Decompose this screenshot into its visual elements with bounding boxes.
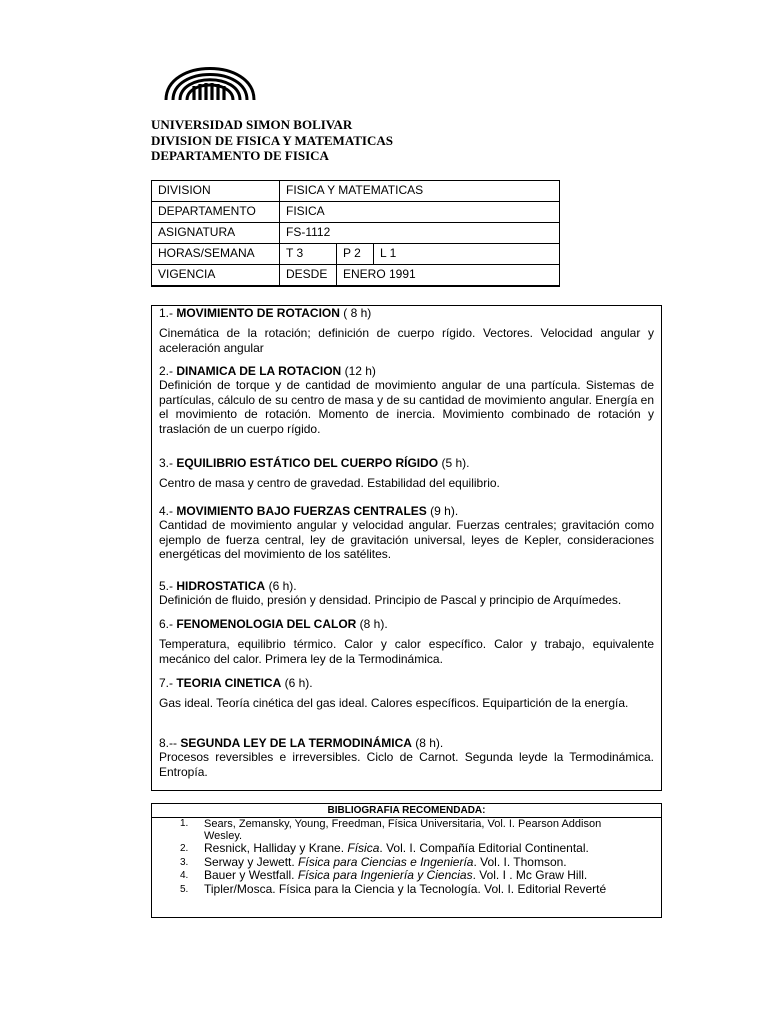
table-cell: L 1 (374, 244, 560, 265)
syllabus-section (159, 504, 654, 562)
section-body: Temperatura, equilibrio térmico. Calor y calor específico. Calor y trabajo, equivalente mecánico del calor. Primera ley de la Termodinámica. (159, 637, 654, 666)
item-text: . Vol. I . Mc Graw Hill. (472, 868, 588, 882)
item-text: Resnick, Halliday y Krane. (204, 841, 348, 855)
table-cell: DESDE (280, 265, 337, 286)
institution-header (151, 117, 393, 164)
section-heading (159, 736, 654, 750)
table-cell: DEPARTAMENTO (152, 202, 280, 223)
list-item (152, 869, 661, 883)
division-name: DIVISION DE FISICA Y MATEMATICAS (151, 132, 393, 148)
section-title: EQUILIBRIO ESTÁTICO DEL CUERPO RÍGIDO (176, 456, 439, 470)
table-cell: ENERO 1991 (337, 265, 560, 286)
item-text: Serway y Jewett. (204, 854, 299, 869)
table-row (152, 265, 560, 286)
section-heading (159, 364, 654, 378)
table-row (152, 202, 560, 223)
item-number: 3. (180, 856, 189, 868)
section-body: Gas ideal. Teoría cinética del gas ideal. Calores específicos. Equipartición de la energía. (159, 696, 629, 710)
section-title: DINAMICA DE LA ROTACION (176, 364, 342, 378)
item-text: Tipler/Mosca. Física para la Ciencia y la Tecnología. Vol. I. Editorial Reverté (204, 881, 607, 896)
item-text: . Vol. I. Compañía Editorial Continental. (379, 841, 589, 855)
university-logo-icon (160, 44, 260, 104)
section-heading (159, 504, 654, 518)
item-number: 4. (180, 870, 189, 881)
section-hours: (8 h). (411, 736, 444, 750)
section-hours: (6 h). (281, 676, 313, 690)
section-hours: (9 h). (426, 504, 459, 518)
syllabus-section (159, 579, 654, 608)
table-cell: VIGENCIA (152, 265, 280, 286)
section-number: 4.- (159, 504, 177, 518)
table-cell: ASIGNATURA (152, 223, 280, 244)
university-name: UNIVERSIDAD SIMON BOLIVAR (151, 117, 353, 132)
syllabus-box (151, 305, 662, 791)
section-hours: (12 h) (341, 364, 376, 378)
section-body: Procesos reversibles e irreversibles. Ciclo de Carnot. Segunda leyde la Termodinámica. Entropía. (159, 750, 654, 779)
table-cell: P 2 (337, 244, 374, 265)
list-item (152, 883, 661, 897)
table-cell: T 3 (280, 244, 337, 265)
section-title: MOVIMIENTO DE ROTACION (176, 306, 340, 320)
item-text: . Vol. I. Thomson. (473, 854, 567, 869)
section-heading (159, 306, 654, 320)
table-cell: FS-1112 (280, 223, 560, 244)
syllabus-section (159, 736, 654, 779)
department-name: DEPARTAMENTO DE FISICA (151, 148, 329, 163)
section-number: 1.- (159, 306, 177, 320)
table-cell: FISICA (280, 202, 560, 223)
bibliography-title: BIBLIOGRAFIA RECOMENDADA: (152, 804, 661, 818)
section-hours: (5 h). (438, 456, 470, 470)
table-row (152, 181, 560, 202)
table-row (152, 244, 560, 265)
syllabus-section (159, 456, 654, 491)
section-heading (159, 617, 654, 631)
section-body: Cantidad de movimiento angular y velocidad angular. Fuerzas centrales; gravitación como ejemplo de fuerza central, ley de gravitación universal, leyes de Kepler, consideraciones energéticas del movimiento de los satélites. (159, 518, 654, 561)
section-number: 2.- (159, 364, 177, 378)
bibliography-list (152, 818, 661, 896)
table-row (152, 223, 560, 244)
table-cell: HORAS/SEMANA (152, 244, 280, 265)
item-title: Física para Ciencias e Ingeniería (298, 854, 474, 869)
item-title: Física (347, 841, 380, 855)
table-cell: DIVISION (152, 181, 280, 202)
section-number: 6.- (159, 617, 177, 631)
section-heading (159, 579, 654, 593)
syllabus-section (159, 676, 654, 711)
syllabus-section (159, 364, 654, 436)
syllabus-section (159, 306, 654, 355)
section-hours: ( 8 h) (339, 306, 372, 320)
list-item (152, 818, 661, 842)
section-body: Centro de masa y centro de gravedad. Estabilidad del equilibrio. (159, 476, 500, 490)
section-body: Definición de fluido, presión y densidad. Principio de Pascal y principio de Arquímedes. (159, 593, 622, 607)
section-hours: (6 h). (265, 579, 297, 593)
section-body: Cinemática de la rotación; definición de cuerpo rígido. Vectores. Velocidad angular y aceleración angular (159, 326, 654, 355)
section-hours: (8 h). (356, 617, 388, 631)
section-number: 3.- (159, 456, 177, 470)
item-text: Sears, Zemansky, Young, Freedman, Física Universitaria, Vol. I. Pearson Addison Wesley. (204, 818, 602, 842)
item-number: 2. (180, 843, 189, 854)
section-number: 5.- (159, 579, 177, 593)
course-info-table (151, 180, 560, 287)
section-heading (159, 676, 654, 690)
section-number: 8.-- (159, 736, 181, 750)
section-body: Definición de torque y de cantidad de movimiento angular de una partícula. Sistemas de partículas, cálculo de su centro de masa y de su cantidad de movimiento angular. Energía en el movimiento de rotación. Momento de inercia. Movimiento combinado de rotación y traslación de un cuerpo rígido. (159, 378, 654, 436)
section-heading (159, 456, 654, 470)
item-number: 1. (180, 818, 189, 829)
section-title: SEGUNDA LEY DE LA TERMODINÁMICA (180, 736, 412, 750)
item-text: Bauer y Westfall. (204, 868, 298, 882)
syllabus-section (159, 617, 654, 666)
section-title: MOVIMIENTO BAJO FUERZAS CENTRALES (176, 504, 427, 518)
list-item (152, 856, 661, 870)
section-number: 7.- (159, 676, 177, 690)
table-cell: FISICA Y MATEMATICAS (280, 181, 560, 202)
list-item (152, 842, 661, 856)
bibliography-box (151, 803, 662, 918)
section-title: HIDROSTATICA (176, 579, 266, 593)
section-title: FENOMENOLOGIA DEL CALOR (176, 617, 357, 631)
item-number: 5. (180, 883, 189, 895)
item-title: Física para Ingeniería y Ciencias (297, 868, 473, 882)
section-title: TEORIA CINETICA (176, 676, 282, 690)
